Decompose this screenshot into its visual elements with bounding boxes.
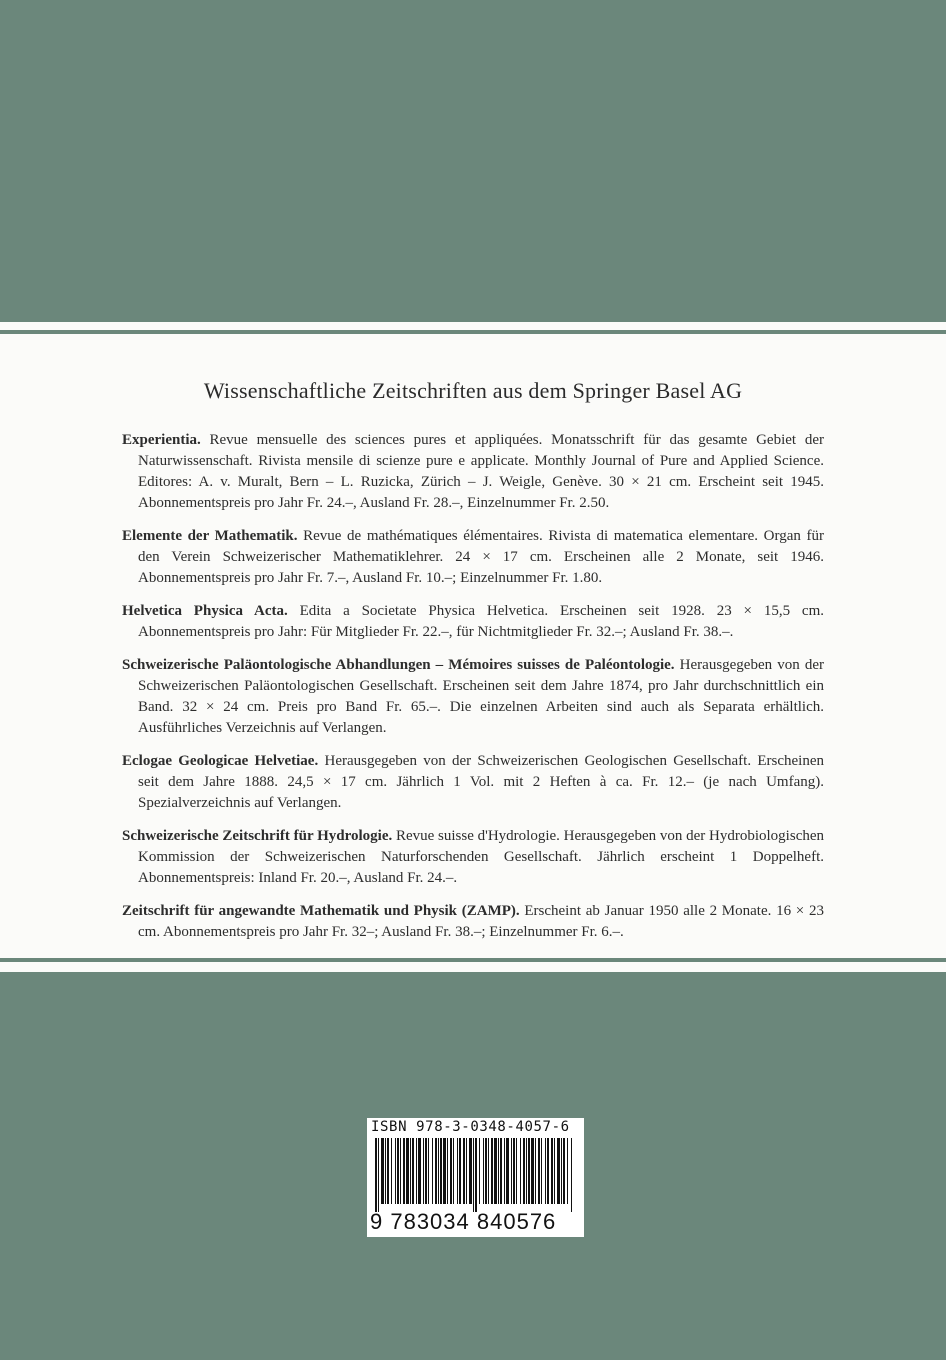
barcode-bar <box>469 1138 472 1204</box>
journal-entry <box>122 751 824 814</box>
barcode-bar <box>479 1138 480 1204</box>
barcode-bar <box>563 1138 565 1204</box>
barcode-bar <box>391 1138 392 1204</box>
barcode-bar <box>498 1138 499 1204</box>
journal-entry <box>122 430 824 514</box>
barcode-bar <box>528 1138 530 1204</box>
barcode-bar <box>400 1138 401 1204</box>
barcode-bar <box>535 1138 536 1204</box>
barcode-bar <box>395 1138 396 1204</box>
barcode-bar <box>513 1138 515 1204</box>
barcode-bar <box>423 1138 424 1204</box>
barcode-bar <box>438 1138 439 1204</box>
barcode-bar <box>463 1138 465 1204</box>
barcode-bar <box>541 1138 542 1204</box>
page-heading: Wissenschaftliche Zeitschriften aus dem Springer Basel AG <box>203 378 743 403</box>
journal-entry <box>122 826 824 889</box>
barcode-bar <box>571 1138 572 1212</box>
barcode-bar <box>381 1138 384 1204</box>
barcode-bar <box>412 1138 414 1204</box>
barcode-bar <box>418 1138 421 1204</box>
journal-entry <box>122 601 824 643</box>
barcode-bar <box>473 1138 474 1212</box>
isbn-barcode <box>367 1118 584 1237</box>
barcode-bar <box>403 1138 405 1204</box>
barcode-bar <box>504 1138 505 1204</box>
barcode-bar <box>506 1138 509 1204</box>
barcode-bar <box>443 1138 446 1204</box>
barcode-bar <box>545 1138 546 1204</box>
journal-title: Experientia. <box>122 432 201 448</box>
barcode-bar <box>483 1138 484 1204</box>
barcode-bar <box>511 1138 512 1204</box>
journal-title: Helvetica Physica Acta. <box>122 603 288 619</box>
isbn-label: ISBN 978-3-0348-4057-6 <box>371 1119 570 1135</box>
journal-title: Elemente der Mathematik. <box>122 528 298 544</box>
barcode-bar <box>551 1138 553 1204</box>
journal-description: Erscheint ab Januar 1950 alle 2 Monate. 16 × 23 cm. Abonnementspreis pro Jahr Fr. 32–; Ausland Fr. 38.–; Einzelnummer Fr. 6.–. <box>138 903 824 940</box>
barcode-bar <box>485 1138 487 1204</box>
journal-description: Revue suisse d'Hydrologie. Herausgegeben von der Hydrobiologischen Kommission der Schweizerischen Naturforschenden Gesellschaft. Jährlich erscheint 1 Doppelheft. Abonnementspreis: Inland Fr. 20.–, Ausland Fr. 24.–. <box>138 828 825 886</box>
barcode-bar <box>453 1138 454 1204</box>
journal-list <box>122 430 824 955</box>
journal-description: Revue de mathématiques élémentaires. Rivista di matematica elementare. Organ für den Verein Schweizerischer Mathematiklehrer. 24 × 17 cm. Erscheinen alle 2 Monate, seit 1946. Abonnementspreis pro Jahr Fr. 7.–, Ausland Fr. 10.–; Einzelnummer Fr. 1.80. <box>138 528 824 586</box>
barcode-bar <box>410 1138 411 1204</box>
barcode-bar <box>457 1138 458 1204</box>
barcode-bar <box>416 1138 417 1204</box>
top-color-band <box>0 0 946 322</box>
barcode-digits: 9 783034 840576 <box>370 1209 557 1234</box>
journal-title: Schweizerische Paläontologische Abhandlungen – Mémoires suisses de Paléontologie. <box>122 657 675 673</box>
barcode-bar <box>516 1138 517 1204</box>
journal-title: Zeitschrift für angewandte Mathematik und Physik (ZAMP). <box>122 903 520 919</box>
barcode-bar <box>494 1138 497 1204</box>
journal-title: Eclogae Geologicae Helvetiae. <box>122 753 319 769</box>
bottom-rule <box>0 958 946 962</box>
journal-entry <box>122 655 824 739</box>
barcode-bar <box>488 1138 489 1204</box>
barcode-bar <box>526 1138 527 1204</box>
barcode-bar <box>435 1138 437 1204</box>
barcode-bar <box>375 1138 377 1212</box>
barcode-bar <box>387 1138 389 1204</box>
barcode-bar <box>538 1138 540 1204</box>
barcode-bar <box>561 1138 562 1204</box>
barcode-bar <box>450 1138 452 1204</box>
barcode-bar <box>475 1138 477 1212</box>
barcode-bar <box>428 1138 429 1204</box>
barcode-bar <box>440 1138 442 1204</box>
barcode-bar <box>520 1138 521 1204</box>
barcode-bar <box>432 1138 433 1204</box>
barcode-bar <box>547 1138 549 1204</box>
journal-description: Edita a Societate Physica Helvetica. Erscheinen seit 1928. 23 × 15,5 cm. Abonnementspreis pro Jahr: Für Mitglieder Fr. 22.–, für Nichtmitglieder Fr. 32.–; Ausland Fr. 38.–. <box>138 603 825 640</box>
journal-description: Revue mensuelle des sciences pures et appliquées. Monatsschrift für das gesamte Gebiet der Naturwissenschaft. Rivista mensile di scienze pure e applicate. Monthly Journal of Pure and Applied Science. Editores: A. v. Muralt, Bern – L. Ruzicka, Zürich – J. Weigle, Genève. 30 × 21 cm. Erscheint seit 1945. Abonnementspreis pro Jahr Fr. 24.–, Ausland Fr. 28.–, Einzelnummer Fr. 2.50. <box>138 432 824 511</box>
journal-description: Herausgegeben von der Schweizerischen Geologischen Gesellschaft. Erscheinen seit dem Jahre 1888. 24,5 × 17 cm. Jährlich 1 Vol. mit 2 Heften à ca. Fr. 12.– (je nach Umfang). Spezialverzeichnis auf Verlangen. <box>138 753 825 811</box>
barcode-bar <box>466 1138 467 1204</box>
journal-title: Schweizerische Zeitschrift für Hydrologie. <box>122 828 393 844</box>
journal-entry <box>122 526 824 589</box>
barcode-bar <box>459 1138 461 1204</box>
barcode-bar <box>385 1138 386 1204</box>
barcode-bar <box>425 1138 427 1204</box>
barcode-bar <box>406 1138 409 1204</box>
journal-entry <box>122 901 824 943</box>
barcode-bar <box>500 1138 502 1204</box>
barcode-bar <box>554 1138 555 1204</box>
barcode-bar <box>378 1138 379 1212</box>
barcode-bars-icon <box>375 1138 575 1212</box>
top-rule <box>0 330 946 334</box>
barcode-bar <box>567 1138 568 1204</box>
barcode-bar <box>397 1138 399 1204</box>
barcode-bar <box>557 1138 560 1204</box>
barcode-bar <box>447 1138 448 1204</box>
barcode-bar <box>491 1138 493 1204</box>
journal-description: Herausgegeben von der Schweizerischen Paläontologischen Gesellschaft. Erscheinen seit dem Jahre 1874, pro Jahr durchschnittlich ein Band. 32 × 24 cm. Preis pro Band Fr. 65.–. Die einzelnen Arbeiten sind auch als Separata erhältlich. Ausführliches Verzeichnis auf Verlangen. <box>138 657 824 736</box>
barcode-bar <box>523 1138 525 1204</box>
barcode-bar <box>531 1138 534 1204</box>
